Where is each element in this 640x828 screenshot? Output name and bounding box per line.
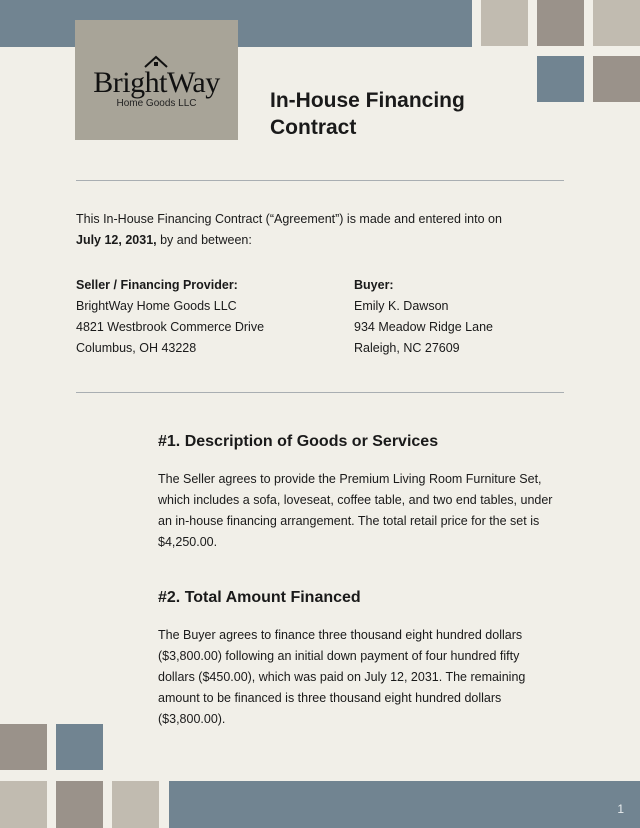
decor-square <box>537 56 584 102</box>
decor-square <box>0 781 47 828</box>
section-heading: #1. Description of Goods or Services <box>158 433 439 450</box>
logo-subtitle: Home Goods LLC <box>116 98 197 109</box>
divider <box>76 180 564 181</box>
buyer-city: Raleigh, NC 27609 <box>354 341 460 355</box>
seller-city: Columbus, OH 43228 <box>76 341 197 355</box>
seller-name: BrightWay Home Goods LLC <box>76 299 237 313</box>
intro-line-2: by and between: <box>156 233 252 247</box>
buyer-block <box>354 275 493 359</box>
logo-name: BrightWay <box>93 66 220 99</box>
decor-square <box>112 781 159 828</box>
decor-square <box>481 0 528 46</box>
section-body: The Seller agrees to provide the Premium Living Room Furniture Set, which includes a sofa, loveseat, coffee table, and two end tables, under an in-house financing arrangement. The total retail price for the set is $4,250.00. <box>158 472 553 549</box>
decor-square <box>56 781 103 828</box>
page-title: In-House Financing Contract <box>270 89 465 139</box>
seller-heading: Seller / Financing Provider: <box>76 278 238 292</box>
decor-square <box>593 56 640 102</box>
section-heading: #2. Total Amount Financed <box>158 589 361 606</box>
seller-block <box>76 275 264 359</box>
company-logo <box>75 20 238 140</box>
footer-bar <box>169 781 640 828</box>
buyer-name: Emily K. Dawson <box>354 299 449 313</box>
buyer-address: 934 Meadow Ridge Lane <box>354 320 493 334</box>
seller-address: 4821 Westbrook Commerce Drive <box>76 320 265 334</box>
intro-line: This In-House Financing Contract (“Agreement”) is made and entered into on <box>76 212 502 226</box>
intro-text <box>76 209 546 251</box>
section-body: The Buyer agrees to finance three thousand eight hundred dollars ($3,800.00) following an initial down payment of four hundred fifty dollars ($450.00), which was paid on July 12, 2031. The remaining amount to be financed is three thousand eight hundred dollars ($3,800.00). <box>158 628 526 726</box>
buyer-heading: Buyer: <box>354 278 394 292</box>
decor-square <box>0 724 47 770</box>
decor-square <box>56 724 103 770</box>
agreement-date: July 12, 2031, <box>76 233 157 247</box>
decor-square <box>537 0 584 46</box>
page-number: 1 <box>617 802 624 816</box>
divider <box>76 392 564 393</box>
decor-square <box>593 0 640 46</box>
